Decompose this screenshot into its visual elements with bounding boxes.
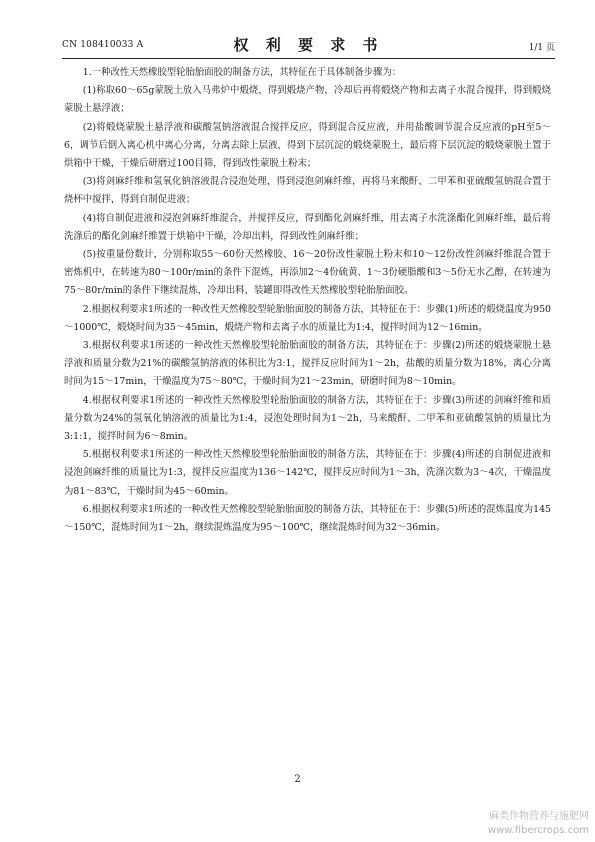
header-rule (62, 58, 555, 59)
claim-1-intro: 1.一种改性天然橡胶型轮胎胎面胶的制备方法，其特征在于具体制备步骤为： (82, 67, 402, 78)
claim-1-step-5: (5)按重量份数计，分别称取55～60份天然橡胶、16～20份改性蒙脱土粉末和10～12份改性剑麻纤维混合置于密炼机中，在转速为80～100r/min的条件下混炼，再添加2～4份硫黄、1～3份硬脂酸和3～5份无水乙醇，在转速为75～80r/min的条件下继续混炼，冷却出料，装罐即得改性天然橡胶型轮胎胎面胶。 (64, 249, 551, 297)
publication-number: CN 108410033 A (62, 40, 144, 50)
watermark-url: www.fibercrops.com (487, 825, 589, 836)
document-title: 权 利 要 求 书 (233, 36, 384, 54)
page-count: 1/1 页 (528, 43, 555, 53)
claim-2: 2.根据权利要求1所述的一种改性天然橡胶型轮胎胎面胶的制备方法，其特征在于：步骤(1)所述的煅烧温度为950～1000℃，煅烧时间为35～45min，煅烧产物和去离子水的质量比为1:4，搅拌时间为12～16min。 (64, 303, 551, 333)
watermark-site-name: 麻类作物营养与施肥网 (489, 811, 589, 822)
claim-5: 5.根据权利要求1所述的一种改性天然橡胶型轮胎胎面胶的制备方法，其特征在于：步骤(4)所述的自制促进液和浸泡剑麻纤维的质量比为1:3，搅拌反应温度为136～142℃，搅拌反应时间为1～3h，洗涤次数为3～4次，干燥温度为81～83℃，干燥时间为45～60min。 (64, 449, 551, 497)
claim-1-step-1: (1)称取60～65g蒙脱土放入马弗炉中煅烧，得到煅烧产物，冷却后再将煅烧产物和去离子水混合搅拌，得到煅烧蒙脱土悬浮液； (64, 85, 551, 115)
claim-1-step-3: (3)将剑麻纤维和氢氧化钠溶液混合浸泡处理，得到浸泡剑麻纤维，再将马来酸酐、二甲苯和亚硫酸氢钠混合置于烧杯中搅拌，得到自制促进液； (64, 176, 551, 206)
claim-1-step-2: (2)将煅烧蒙脱土悬浮液和碳酸氢钠溶液混合搅拌反应，得到混合反应液，并用盐酸调节混合反应液的pH至5～6，调节后倒入离心机中离心分离，分离去除上层液，得到下层沉淀的煅烧蒙脱土，最后将下层沉淀的煅烧蒙脱土置于烘箱中干燥，干燥后研磨过100目筛，得到改性蒙脱土粉末； (64, 121, 551, 170)
claim-3: 3.根据权利要求1所述的一种改性天然橡胶型轮胎胎面胶的制备方法，其特征在于：步骤(2)所述的煅烧蒙脱土悬浮液和质量分数为21%的碳酸氢钠溶液的体积比为3:1，搅拌反应时间为1～2h，盐酸的质量分数为18%，离心分离时间为15～17min，干燥温度为75～80℃，干燥时间为21～23min，研磨时间为8～10min。 (64, 340, 551, 388)
claim-4: 4.根据权利要求1所述的一种改性天然橡胶型轮胎胎面胶的制备方法，其特征在于：步骤(3)所述的剑麻纤维和质量分数为24%的氢氧化钠溶液的质量比为1:4，浸泡处理时间为1～2h，马来酸酐、二甲苯和亚硫酸氢钠的质量比为3:1:1，搅拌时间为6～8min。 (64, 394, 551, 443)
claim-1-step-4: (4)将自制促进液和浸泡剑麻纤维混合，并搅拌反应，得到酯化剑麻纤维，用去离子水洗涤酯化剑麻纤维，最后将洗涤后的酯化剑麻纤维置于烘箱中干燥，冷却出料，得到改性剑麻纤维； (64, 212, 551, 242)
site-watermark (488, 810, 589, 838)
claims-body (64, 64, 551, 537)
page-header (62, 34, 555, 56)
page-number: 2 (294, 774, 301, 785)
claim-6: 6.根据权利要求1所述的一种改性天然橡胶型轮胎胎面胶的制备方法，其特征在于：步骤(5)所述的混炼温度为145～150℃，混炼时间为1～2h，继续混炼温度为95～100℃，继续混炼时间为32～36min。 (64, 503, 551, 534)
